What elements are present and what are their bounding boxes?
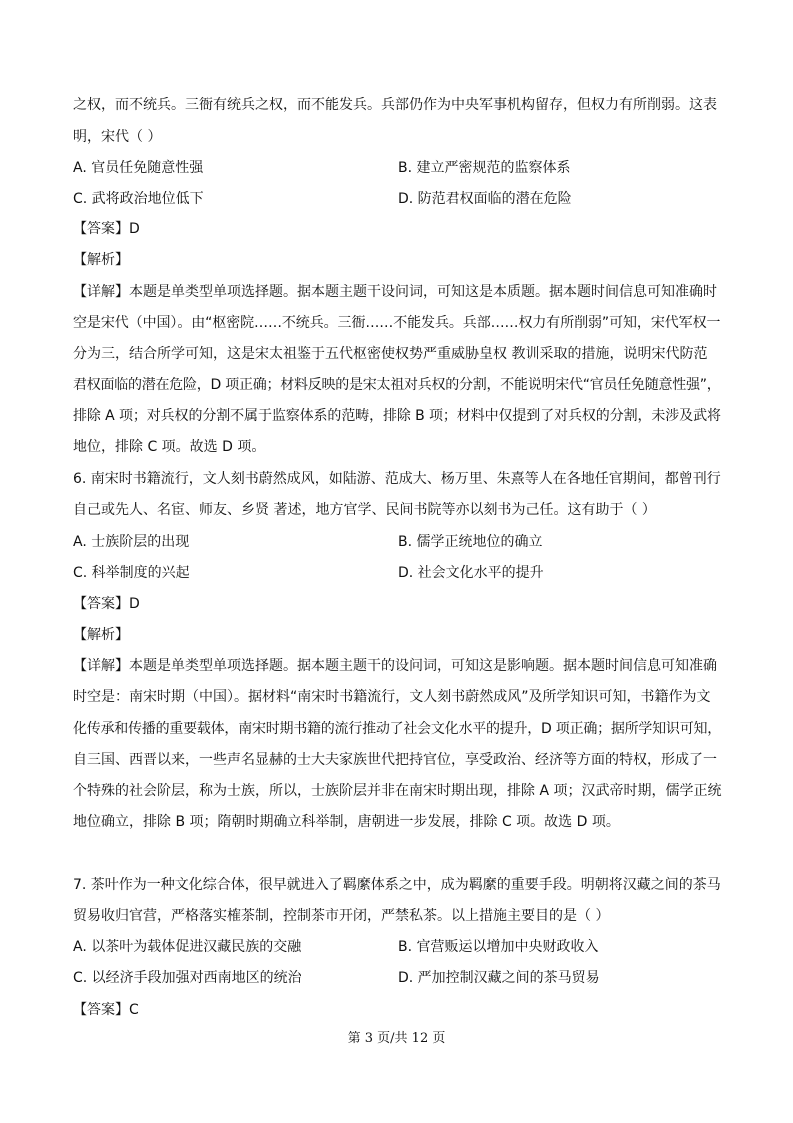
q6-detail-line: 地位确立，排除 B 项；隋朝时期确立科举制，唐朝进一步发展，排除 C 项。故选 D 项。	[73, 814, 620, 830]
q6-detail-line: 化传承和传播的重要载体，南宋时期书籍的流行推动了社会文化水平的提升，D 项正确；据所学知识可知，	[73, 721, 721, 737]
q6-option-a: A. 士族阶层的出现	[73, 534, 190, 550]
q6-analysis-label: 【解析】	[73, 627, 129, 643]
q7-option-c: C. 以经济手段加强对西南地区的统治	[73, 970, 302, 986]
q6-detail-line: 时空是：南宋时期（中国）。据材料“南宋时书籍流行，文人刻书蔚然成风”及所学知识可知，书籍作为文	[73, 689, 711, 705]
q5-option-d: D. 防范君权面临的潜在危险	[398, 191, 572, 207]
q7-option-a: A. 以茶叶为载体促进汉藏民族的交融	[73, 939, 302, 955]
q6-detail-line: 【详解】本题是单类型单项选择题。据本题主题干的设问词，可知这是影响题。据本题时间信息可知准确	[73, 658, 717, 674]
q7-answer: 【答案】C	[73, 1002, 139, 1018]
q5-detail-line: 地位，排除 C 项。故选 D 项。	[73, 439, 266, 455]
q5-detail-line: 空是宋代（中国）。由“枢密院……不统兵。三衙……不能发兵。兵部……权力有所削弱”可知，宋代军权一	[73, 315, 721, 331]
q6-option-b: B. 儒学正统地位的确立	[398, 534, 543, 550]
q6-detail-line: 个特殊的社会阶层，称为士族，所以，士族阶层并非在南宋时期出现，排除 A 项；汉武帝时期，儒学正统	[73, 783, 722, 799]
q6-option-c: C. 科举制度的兴起	[73, 565, 190, 581]
q7-option-d: D. 严加控制汉藏之间的茶马贸易	[398, 970, 600, 986]
q6-answer: 【答案】D	[73, 596, 140, 612]
q5-option-a: A. 官员任免随意性强	[73, 160, 204, 176]
q5-detail-line: 君权面临的潜在危险，D 项正确；材料反映的是宋太祖对兵权的分割，不能说明宋代“官员任免随意性强”，	[73, 377, 721, 393]
q7-option-b: B. 官营贩运以增加中央财政收入	[398, 939, 599, 955]
q5-option-b: B. 建立严密规范的监察体系	[398, 160, 571, 176]
q5-analysis-label: 【解析】	[73, 252, 129, 268]
q5-stem-line-1: 之权，而不统兵。三衙有统兵之权，而不能发兵。兵部仍作为中央军事机构留存，但权力有所削弱。这表	[73, 97, 717, 113]
q6-stem-line-1: 6. 南宋时书籍流行，文人刻书蔚然成风，如陆游、范成大、杨万里、朱熹等人在各地任官期间，都曾刊行	[73, 471, 721, 487]
q6-option-d: D. 社会文化水平的提升	[398, 565, 544, 581]
q6-detail-line: 自三国、西晋以来，一些声名显赫的士大夫家族世代把持官位，享受政治、经济等方面的特权，形成了一	[73, 752, 717, 768]
page-footer: 第 3 页/共 12 页	[347, 1031, 446, 1046]
q5-detail-line: 分为三，结合所学可知，这是宋太祖鉴于五代枢密使权势严重威胁皇权 教训采取的措施，说明宋代防范	[73, 346, 708, 362]
q5-option-c: C. 武将政治地位低下	[73, 191, 204, 207]
q7-stem-line-2: 贸易收归官营，严格落实榷茶制，控制茶市开闭，严禁私茶。以上措施主要目的是（ ）	[73, 908, 610, 924]
q5-stem-line-2: 明，宋代（ ）	[73, 129, 162, 145]
q6-stem-line-2: 自己或先人、名宦、师友、乡贤 著述，地方官学、民间书院等亦以刻书为己任。这有助于（ ）	[73, 502, 656, 518]
q5-detail-line: 【详解】本题是单类型单项选择题。据本题主题干设问词，可知这是本质题。据本题时间信息可知准确时	[73, 284, 717, 300]
q5-answer: 【答案】D	[73, 221, 140, 237]
q5-detail-line: 排除 A 项；对兵权的分割不属于监察体系的范畴，排除 B 项；材料中仅提到了对兵权的分割，未涉及武将	[73, 408, 721, 424]
q7-stem-line-1: 7. 茶叶作为一种文化综合体，很早就进入了羁縻体系之中，成为羁縻的重要手段。明朝将汉藏之间的茶马	[73, 877, 721, 893]
